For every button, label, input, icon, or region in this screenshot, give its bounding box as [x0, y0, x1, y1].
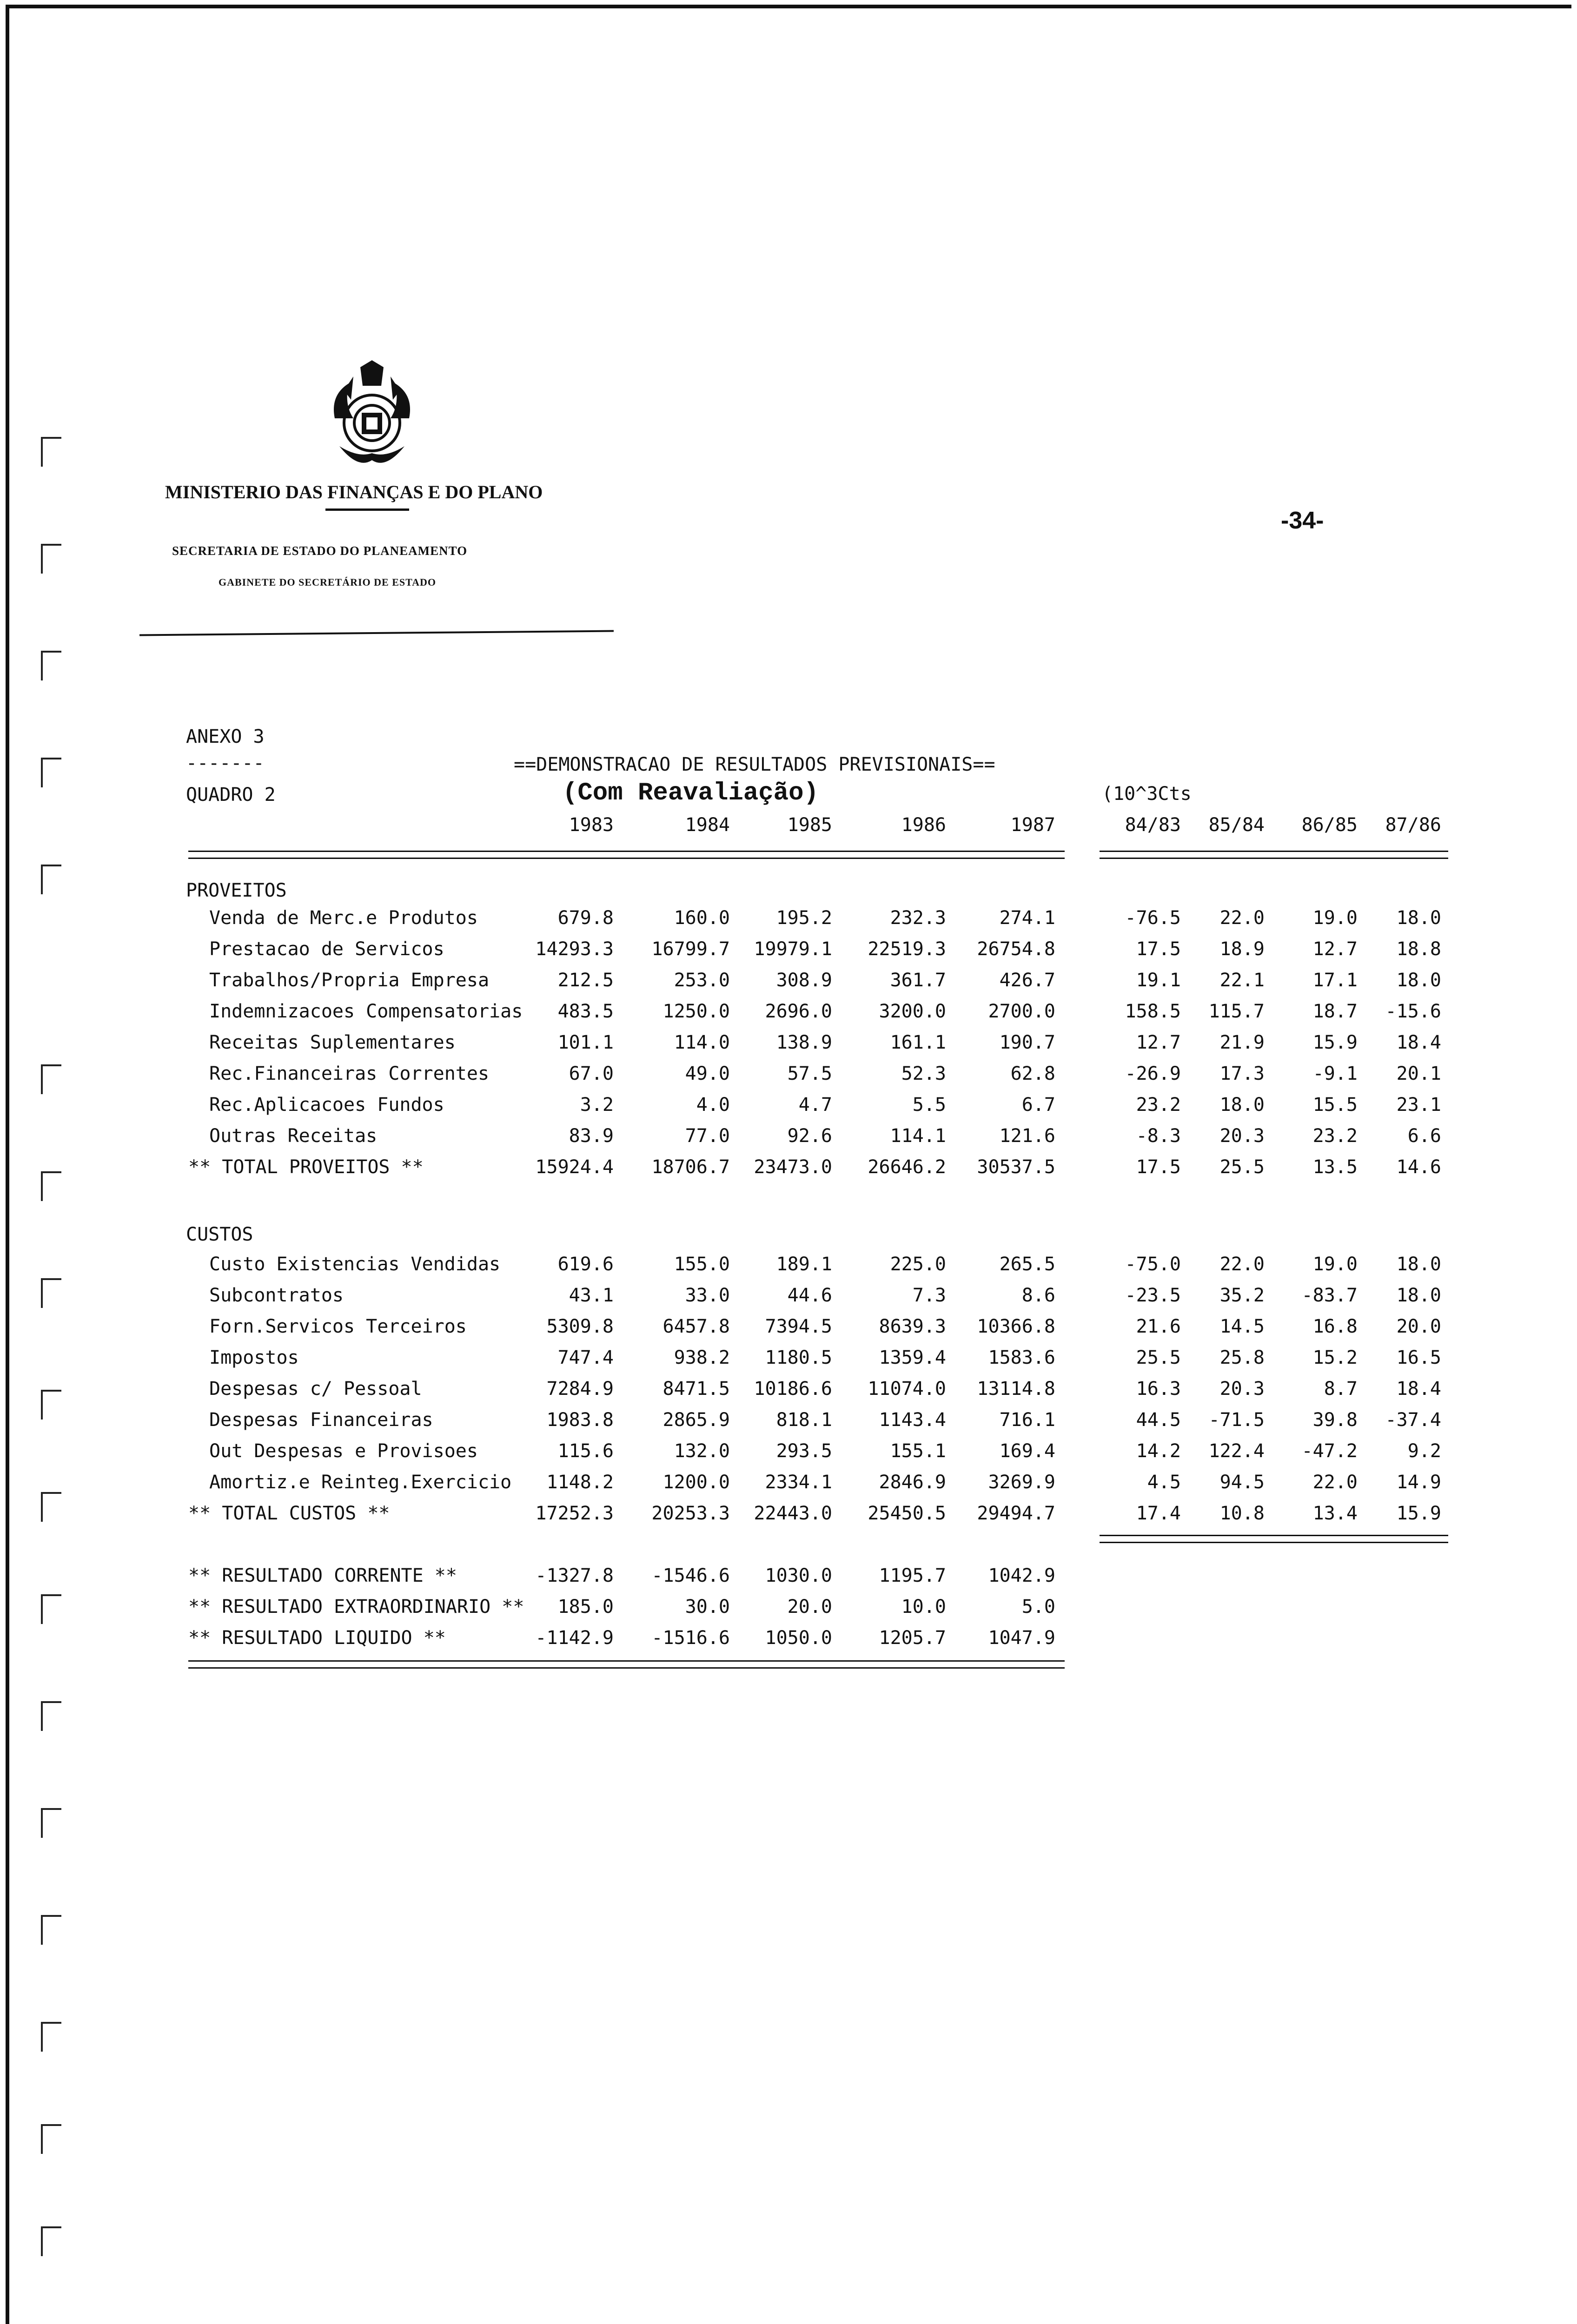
cell-85-84: 21.9 — [1219, 1032, 1265, 1053]
cell-1985: 57.5 — [787, 1063, 832, 1084]
cell-1984: 49.0 — [685, 1063, 730, 1084]
coat-of-arms-icon — [316, 358, 428, 474]
table-row — [0, 1317, 1577, 1340]
header-rule-pct — [1100, 851, 1448, 859]
cell-85-84: 122.4 — [1208, 1440, 1265, 1462]
row-label: Despesas c/ Pessoal — [209, 1378, 422, 1400]
top-edge-line — [9, 5, 1571, 8]
cell-1987: 3269.9 — [988, 1472, 1055, 1493]
cell-1983: 83.9 — [569, 1125, 614, 1147]
cell-86-85: 39.8 — [1312, 1409, 1358, 1431]
cell-85-84: 18.9 — [1219, 938, 1265, 960]
row-label: ** RESULTADO LIQUIDO ** — [188, 1627, 446, 1649]
cell-1984: 1250.0 — [663, 1001, 730, 1022]
row-label: Indemnizacoes Compensatorias — [209, 1001, 523, 1022]
year-header: 1986 — [901, 814, 946, 836]
table-row — [0, 1096, 1577, 1118]
row-label: Out Despesas e Provisoes — [209, 1440, 478, 1462]
result-row — [0, 1566, 1577, 1589]
result-row — [0, 1598, 1577, 1620]
section-heading-proveitos: PROVEITOS — [186, 880, 287, 901]
row-label: Custo Existencias Vendidas — [209, 1254, 501, 1275]
cell-1985: 92.6 — [787, 1125, 832, 1147]
annex-label: ANEXO 3 — [186, 726, 265, 747]
cell-1986: 5.5 — [912, 1094, 946, 1116]
table-row — [0, 1442, 1577, 1464]
cell-1984: 4.0 — [696, 1094, 730, 1116]
cell-87-86: 20.1 — [1396, 1063, 1441, 1084]
cell-1986: 1205.7 — [879, 1627, 946, 1649]
cell-1983: 1983.8 — [546, 1409, 614, 1431]
cell-85-84: 20.3 — [1219, 1125, 1265, 1147]
cell-1986: 161.1 — [890, 1032, 946, 1053]
table-row — [0, 1127, 1577, 1149]
binding-mark — [41, 544, 61, 574]
cell-1984: 132.0 — [674, 1440, 730, 1462]
cabinet-name: GABINETE DO SECRETÁRIO DE ESTADO — [219, 576, 437, 588]
cell-1983: 101.1 — [557, 1032, 614, 1053]
cell-1985: 308.9 — [776, 970, 832, 991]
cell-87-86: 18.8 — [1396, 938, 1441, 960]
binding-mark — [41, 2226, 61, 2256]
cell-1985: 2334.1 — [765, 1472, 832, 1493]
cell-1984: 33.0 — [685, 1285, 730, 1306]
binding-mark — [41, 758, 61, 787]
cell-84-83: 12.7 — [1136, 1032, 1181, 1053]
cell-84-83: 19.1 — [1136, 970, 1181, 991]
cell-1986: 1359.4 — [879, 1347, 946, 1368]
cell-1984: 2865.9 — [663, 1409, 730, 1431]
row-label: Impostos — [209, 1347, 299, 1368]
cell-1985: 44.6 — [787, 1285, 832, 1306]
cell-1987: 716.1 — [999, 1409, 1055, 1431]
cell-1987: 1583.6 — [988, 1347, 1055, 1368]
table-row — [0, 1411, 1577, 1433]
cell-1983: 15924.4 — [535, 1156, 614, 1178]
cell-1985: 20.0 — [787, 1596, 832, 1618]
cell-1984: 6457.8 — [663, 1316, 730, 1337]
cell-86-85: 15.5 — [1312, 1094, 1358, 1116]
cell-85-84: 17.3 — [1219, 1063, 1265, 1084]
cell-86-85: 19.0 — [1312, 1254, 1358, 1275]
cell-1983: 14293.3 — [535, 938, 614, 960]
cell-1983: 43.1 — [569, 1285, 614, 1306]
cell-1984: -1546.6 — [651, 1565, 730, 1586]
cell-86-85: 22.0 — [1312, 1472, 1358, 1493]
cell-84-83: 25.5 — [1136, 1347, 1181, 1368]
cell-1984: -1516.6 — [651, 1627, 730, 1649]
cell-87-86: 18.0 — [1396, 970, 1441, 991]
cell-1983: 185.0 — [557, 1596, 614, 1618]
cell-85-84: 22.1 — [1219, 970, 1265, 991]
cell-87-86: 16.5 — [1396, 1347, 1441, 1368]
annex-underline: ------- — [186, 753, 265, 774]
cell-1986: 361.7 — [890, 970, 946, 991]
cell-1984: 160.0 — [674, 907, 730, 929]
row-label: ** RESULTADO CORRENTE ** — [188, 1565, 457, 1586]
cell-1986: 3200.0 — [879, 1001, 946, 1022]
cell-84-83: 44.5 — [1136, 1409, 1181, 1431]
cell-1987: 29494.7 — [977, 1503, 1055, 1524]
row-label: ** RESULTADO EXTRAORDINARIO ** — [188, 1596, 524, 1618]
cell-86-85: 15.9 — [1312, 1032, 1358, 1053]
header-rule-main — [188, 851, 1065, 859]
cell-1984: 16799.7 — [651, 938, 730, 960]
cell-1986: 114.1 — [890, 1125, 946, 1147]
secretariat-name: SECRETARIA DE ESTADO DO PLANEAMENTO — [172, 544, 468, 558]
cell-87-86: -37.4 — [1385, 1409, 1441, 1431]
cell-1986: 8639.3 — [879, 1316, 946, 1337]
cell-1986: 25450.5 — [868, 1503, 946, 1524]
table-row — [0, 1473, 1577, 1495]
cell-1986: 10.0 — [901, 1596, 946, 1618]
table-row — [0, 940, 1577, 962]
cell-1987: 13114.8 — [977, 1378, 1055, 1400]
cell-1987: 169.4 — [999, 1440, 1055, 1462]
cell-1986: 232.3 — [890, 907, 946, 929]
cell-87-86: 18.0 — [1396, 907, 1441, 929]
cell-86-85: -9.1 — [1312, 1063, 1358, 1084]
binding-mark — [41, 865, 61, 894]
cell-1983: 747.4 — [557, 1347, 614, 1368]
cell-84-83: 21.6 — [1136, 1316, 1181, 1337]
table-row — [0, 1286, 1577, 1308]
cell-1984: 20253.3 — [651, 1503, 730, 1524]
binding-mark — [41, 2022, 61, 2052]
row-label: Prestacao de Servicos — [209, 938, 444, 960]
binding-mark — [41, 437, 61, 467]
cell-84-83: -26.9 — [1125, 1063, 1181, 1084]
cell-1986: 1195.7 — [879, 1565, 946, 1586]
cell-1985: 1180.5 — [765, 1347, 832, 1368]
cell-1987: 426.7 — [999, 970, 1055, 991]
ministry-name: MINISTERIO DAS FINANÇAS E DO PLANO — [165, 482, 543, 502]
table-row — [0, 909, 1577, 931]
year-header: 1985 — [787, 814, 832, 836]
pct-header: 87/86 — [1385, 814, 1441, 836]
cell-1986: 22519.3 — [868, 938, 946, 960]
binding-mark — [41, 1915, 61, 1945]
table-row — [0, 1348, 1577, 1371]
cell-1984: 253.0 — [674, 970, 730, 991]
cell-87-86: 18.4 — [1396, 1032, 1441, 1053]
cell-1983: 679.8 — [557, 907, 614, 929]
cell-1986: 1143.4 — [879, 1409, 946, 1431]
row-label: Despesas Financeiras — [209, 1409, 433, 1431]
row-label: Trabalhos/Propria Empresa — [209, 970, 490, 991]
cell-85-84: 22.0 — [1219, 1254, 1265, 1275]
cell-86-85: 23.2 — [1312, 1125, 1358, 1147]
total-row — [0, 1158, 1577, 1180]
cell-85-84: 22.0 — [1219, 907, 1265, 929]
year-header: 1987 — [1010, 814, 1055, 836]
pct-header: 85/84 — [1208, 814, 1265, 836]
row-label: Forn.Servicos Terceiros — [209, 1316, 467, 1337]
row-label: ** TOTAL CUSTOS ** — [188, 1503, 390, 1524]
cell-1987: 6.7 — [1021, 1094, 1055, 1116]
cell-1983: 212.5 — [557, 970, 614, 991]
cell-1987: 265.5 — [999, 1254, 1055, 1275]
cell-84-83: 23.2 — [1136, 1094, 1181, 1116]
pct-header: 86/85 — [1301, 814, 1358, 836]
row-label: ** TOTAL PROVEITOS ** — [188, 1156, 424, 1178]
cell-84-83: 17.4 — [1136, 1503, 1181, 1524]
cell-84-83: 4.5 — [1147, 1472, 1181, 1493]
cell-86-85: 19.0 — [1312, 907, 1358, 929]
cell-86-85: 8.7 — [1324, 1378, 1358, 1400]
row-label: Rec.Financeiras Correntes — [209, 1063, 490, 1084]
cell-84-83: -23.5 — [1125, 1285, 1181, 1306]
binding-mark — [41, 1701, 61, 1731]
cell-85-84: 25.8 — [1219, 1347, 1265, 1368]
cell-1986: 26646.2 — [868, 1156, 946, 1178]
cell-1987: 2700.0 — [988, 1001, 1055, 1022]
cell-84-83: 17.5 — [1136, 938, 1181, 960]
cell-1985: 195.2 — [776, 907, 832, 929]
cell-1987: 5.0 — [1021, 1596, 1055, 1618]
cell-1985: 19979.1 — [754, 938, 832, 960]
cell-1985: 818.1 — [776, 1409, 832, 1431]
page-number: -34- — [1281, 507, 1324, 534]
cell-84-83: 14.2 — [1136, 1440, 1181, 1462]
table-bottom-rule — [188, 1660, 1065, 1669]
cell-86-85: 13.5 — [1312, 1156, 1358, 1178]
cell-1983: -1142.9 — [535, 1627, 614, 1649]
cell-1986: 11074.0 — [868, 1378, 946, 1400]
cell-1987: 1047.9 — [988, 1627, 1055, 1649]
cell-86-85: -47.2 — [1301, 1440, 1358, 1462]
pct-bottom-rule — [1100, 1535, 1448, 1543]
cell-1985: 2696.0 — [765, 1001, 832, 1022]
cell-1985: 138.9 — [776, 1032, 832, 1053]
cell-84-83: 16.3 — [1136, 1378, 1181, 1400]
pct-header: 84/83 — [1125, 814, 1181, 836]
cell-1985: 293.5 — [776, 1440, 832, 1462]
row-label: Venda de Merc.e Produtos — [209, 907, 478, 929]
cell-85-84: -71.5 — [1208, 1409, 1265, 1431]
cell-1983: 483.5 — [557, 1001, 614, 1022]
cell-1987: 121.6 — [999, 1125, 1055, 1147]
cell-1984: 30.0 — [685, 1596, 730, 1618]
cell-87-86: -15.6 — [1385, 1001, 1441, 1022]
cell-84-83: -75.0 — [1125, 1254, 1181, 1275]
quadro-label: QUADRO 2 — [186, 784, 276, 805]
year-header: 1984 — [685, 814, 730, 836]
total-row — [0, 1504, 1577, 1526]
cell-1987: 62.8 — [1010, 1063, 1055, 1084]
cell-85-84: 35.2 — [1219, 1285, 1265, 1306]
cell-85-84: 20.3 — [1219, 1378, 1265, 1400]
cell-84-83: -76.5 — [1125, 907, 1181, 929]
cell-1984: 1200.0 — [663, 1472, 730, 1493]
cell-1985: 10186.6 — [754, 1378, 832, 1400]
row-label: Receitas Suplementares — [209, 1032, 456, 1053]
table-row — [0, 1255, 1577, 1277]
cell-87-86: 9.2 — [1407, 1440, 1441, 1462]
cell-1987: 26754.8 — [977, 938, 1055, 960]
binding-mark — [41, 2124, 61, 2154]
table-row — [0, 971, 1577, 993]
cell-84-83: 158.5 — [1125, 1001, 1181, 1022]
row-label: Rec.Aplicacoes Fundos — [209, 1094, 444, 1116]
cell-1984: 114.0 — [674, 1032, 730, 1053]
cell-86-85: -83.7 — [1301, 1285, 1358, 1306]
cell-87-86: 14.9 — [1396, 1472, 1441, 1493]
table-row — [0, 1064, 1577, 1087]
cell-1984: 18706.7 — [651, 1156, 730, 1178]
binding-mark — [41, 651, 61, 680]
cell-1987: 1042.9 — [988, 1565, 1055, 1586]
cell-87-86: 23.1 — [1396, 1094, 1441, 1116]
year-header: 1983 — [569, 814, 614, 836]
coat-of-arms-seal — [316, 358, 428, 474]
cell-1983: 619.6 — [557, 1254, 614, 1275]
cell-1984: 938.2 — [674, 1347, 730, 1368]
cell-1986: 7.3 — [912, 1285, 946, 1306]
cell-1983: 1148.2 — [546, 1472, 614, 1493]
cell-1984: 8471.5 — [663, 1378, 730, 1400]
cell-85-84: 18.0 — [1219, 1094, 1265, 1116]
column-header-row — [0, 816, 1577, 838]
cell-1983: 5309.8 — [546, 1316, 614, 1337]
unit-label: (10^3Cts — [1102, 783, 1192, 805]
cell-87-86: 6.6 — [1407, 1125, 1441, 1147]
row-label: Amortiz.e Reinteg.Exercicio — [209, 1472, 512, 1493]
cell-1986: 52.3 — [901, 1063, 946, 1084]
cell-1984: 155.0 — [674, 1254, 730, 1275]
cell-1985: 1030.0 — [765, 1565, 832, 1586]
cell-1983: 115.6 — [557, 1440, 614, 1462]
binding-mark — [41, 1808, 61, 1838]
cell-86-85: 15.2 — [1312, 1347, 1358, 1368]
cell-87-86: 14.6 — [1396, 1156, 1441, 1178]
cell-1987: 30537.5 — [977, 1156, 1055, 1178]
cell-1987: 10366.8 — [977, 1316, 1055, 1337]
cell-1983: 7284.9 — [546, 1378, 614, 1400]
result-row — [0, 1629, 1577, 1651]
table-title: ==DEMONSTRACAO DE RESULTADOS PREVISIONAIS== — [514, 754, 995, 775]
table-subtitle: (Com Reavaliação) — [563, 779, 819, 807]
cell-86-85: 17.1 — [1312, 970, 1358, 991]
cell-1985: 23473.0 — [754, 1156, 832, 1178]
cell-86-85: 13.4 — [1312, 1503, 1358, 1524]
table-row — [0, 1002, 1577, 1024]
cell-1983: 67.0 — [569, 1063, 614, 1084]
cell-85-84: 115.7 — [1208, 1001, 1265, 1022]
cell-85-84: 14.5 — [1219, 1316, 1265, 1337]
cell-1985: 7394.5 — [765, 1316, 832, 1337]
cell-1983: 3.2 — [580, 1094, 614, 1116]
cell-1986: 155.1 — [890, 1440, 946, 1462]
cell-87-86: 18.0 — [1396, 1254, 1441, 1275]
cell-87-86: 18.0 — [1396, 1285, 1441, 1306]
table-row — [0, 1380, 1577, 1402]
cell-1987: 274.1 — [999, 907, 1055, 929]
letterhead-rule — [139, 630, 614, 636]
cell-1987: 190.7 — [999, 1032, 1055, 1053]
cell-1987: 8.6 — [1021, 1285, 1055, 1306]
table-row — [0, 1033, 1577, 1056]
letterhead-divider — [325, 508, 409, 511]
cell-1985: 1050.0 — [765, 1627, 832, 1649]
row-label: Outras Receitas — [209, 1125, 378, 1147]
cell-1983: -1327.8 — [535, 1565, 614, 1586]
cell-1984: 77.0 — [685, 1125, 730, 1147]
cell-1986: 2846.9 — [879, 1472, 946, 1493]
cell-85-84: 94.5 — [1219, 1472, 1265, 1493]
cell-87-86: 15.9 — [1396, 1503, 1441, 1524]
cell-84-83: -8.3 — [1136, 1125, 1181, 1147]
cell-1985: 4.7 — [798, 1094, 832, 1116]
cell-86-85: 18.7 — [1312, 1001, 1358, 1022]
cell-86-85: 16.8 — [1312, 1316, 1358, 1337]
cell-86-85: 12.7 — [1312, 938, 1358, 960]
cell-1983: 17252.3 — [535, 1503, 614, 1524]
section-heading-custos: CUSTOS — [186, 1224, 253, 1245]
cell-87-86: 18.4 — [1396, 1378, 1441, 1400]
cell-84-83: 17.5 — [1136, 1156, 1181, 1178]
cell-85-84: 10.8 — [1219, 1503, 1265, 1524]
cell-87-86: 20.0 — [1396, 1316, 1441, 1337]
cell-1985: 22443.0 — [754, 1503, 832, 1524]
cell-85-84: 25.5 — [1219, 1156, 1265, 1178]
row-label: Subcontratos — [209, 1285, 344, 1306]
cell-1985: 189.1 — [776, 1254, 832, 1275]
cell-1986: 225.0 — [890, 1254, 946, 1275]
